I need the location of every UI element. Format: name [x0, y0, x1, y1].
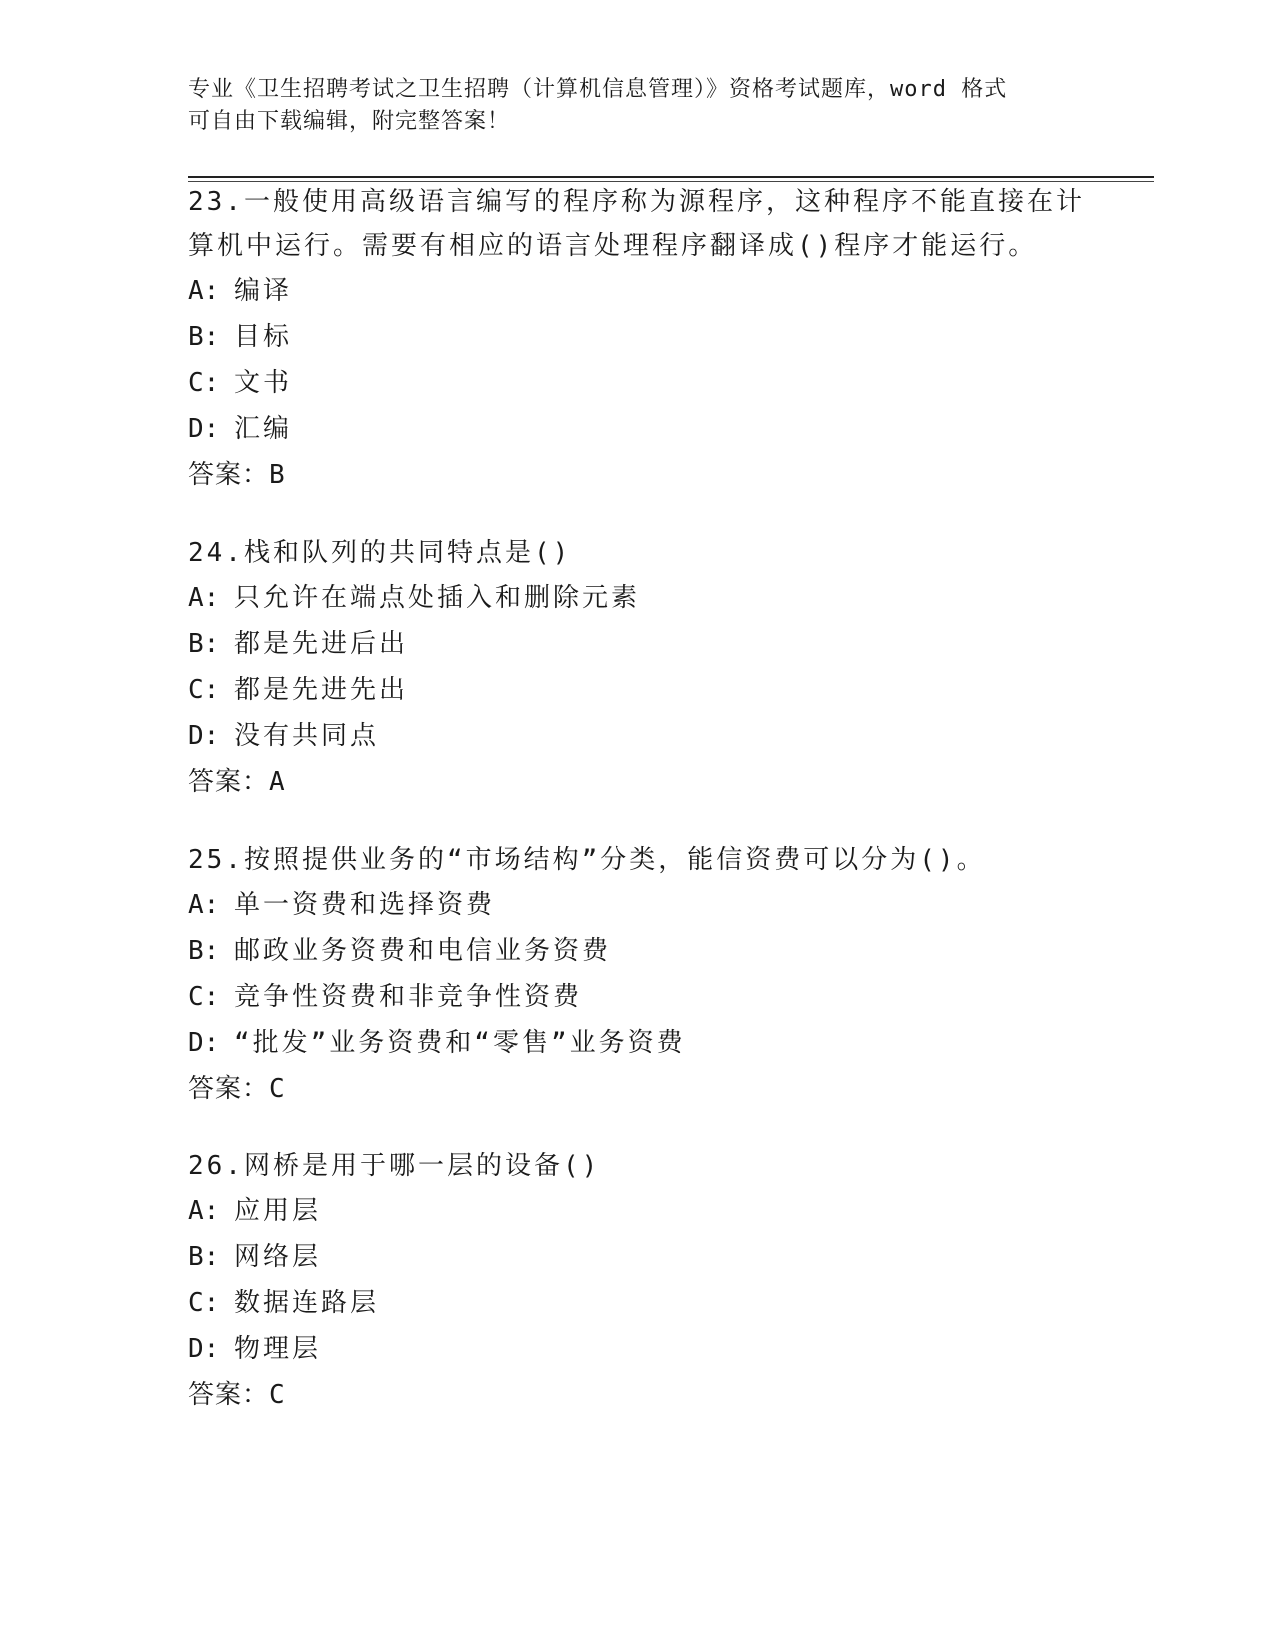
header-line-1: 专业《卫生招聘考试之卫生招聘（计算机信息管理）》资格考试题库，word 格式 — [188, 77, 1008, 102]
option-a — [188, 575, 1088, 621]
question-stem — [188, 531, 1088, 575]
option-letter: C: — [188, 1288, 220, 1318]
option-c — [188, 360, 1088, 406]
question-stem-line: 26.网桥是用于哪一层的设备() — [188, 1151, 601, 1181]
option-text: 目标 — [234, 322, 293, 352]
option-text: 网络层 — [234, 1242, 322, 1272]
option-text: 文书 — [234, 368, 293, 398]
option-a — [188, 1188, 1088, 1234]
option-letter: D: — [188, 1028, 220, 1058]
question-25 — [188, 838, 1088, 1112]
option-letter: D: — [188, 414, 220, 444]
header-line-2: 可自由下载编辑，附完整答案！ — [188, 109, 511, 134]
question-stem — [188, 1144, 1088, 1188]
answer-line — [188, 759, 1088, 805]
option-b — [188, 1234, 1088, 1280]
question-stem — [188, 180, 1088, 268]
option-letter: D: — [188, 721, 220, 751]
option-letter: B: — [188, 322, 220, 352]
option-text: 邮政业务资费和电信业务资费 — [234, 936, 612, 966]
answer-line — [188, 1066, 1088, 1112]
option-b — [188, 314, 1088, 360]
option-letter: C: — [188, 675, 220, 705]
option-text: 只允许在端点处插入和删除元素 — [234, 583, 641, 613]
option-letter: B: — [188, 1242, 220, 1272]
option-c — [188, 1280, 1088, 1326]
option-letter: D: — [188, 1334, 220, 1364]
option-letter: B: — [188, 936, 220, 966]
option-text: 数据连路层 — [234, 1288, 380, 1318]
option-text: 竞争性资费和非竞争性资费 — [234, 982, 583, 1012]
question-stem-line: 23.一般使用高级语言编写的程序称为源程序，这种程序不能直接在计 — [188, 187, 1085, 217]
option-text: 物理层 — [234, 1334, 322, 1364]
option-letter: A: — [188, 1196, 220, 1226]
question-stem-line: 24.栈和队列的共同特点是() — [188, 538, 572, 568]
option-d — [188, 1326, 1088, 1372]
answer-value: C — [269, 1074, 286, 1104]
option-d — [188, 713, 1088, 759]
option-text: 都是先进先出 — [234, 675, 409, 705]
question-stem-line: 算机中运行。需要有相应的语言处理程序翻译成()程序才能运行。 — [188, 231, 1038, 261]
option-letter: A: — [188, 890, 220, 920]
question-26 — [188, 1144, 1088, 1418]
answer-label: 答案： — [188, 767, 270, 797]
option-a — [188, 882, 1088, 928]
option-text: 汇编 — [234, 414, 293, 444]
header-divider-thick — [188, 176, 1154, 178]
option-letter: A: — [188, 276, 220, 306]
option-b — [188, 928, 1088, 974]
option-text: 应用层 — [234, 1196, 322, 1226]
option-text: 单一资费和选择资费 — [234, 890, 496, 920]
option-a — [188, 268, 1088, 314]
option-d — [188, 1020, 1088, 1066]
option-letter: B: — [188, 629, 220, 659]
answer-value: A — [269, 767, 286, 797]
question-stem-line: 25.按照提供业务的“市场结构”分类，能信资费可以分为()。 — [188, 845, 986, 875]
option-letter: A: — [188, 583, 220, 613]
option-letter: C: — [188, 982, 220, 1012]
answer-line — [188, 1372, 1088, 1418]
answer-label: 答案： — [188, 1380, 270, 1410]
option-text: 编译 — [234, 276, 293, 306]
option-text: 都是先进后出 — [234, 629, 409, 659]
document-header — [188, 74, 1088, 138]
option-c — [188, 667, 1088, 713]
answer-label: 答案： — [188, 1074, 270, 1104]
answer-label: 答案： — [188, 460, 270, 490]
answer-value: C — [269, 1380, 286, 1410]
option-text: “批发”业务资费和“零售”业务资费 — [234, 1028, 686, 1058]
question-stem — [188, 838, 1088, 882]
option-c — [188, 974, 1088, 1020]
question-23 — [188, 180, 1088, 498]
option-d — [188, 406, 1088, 452]
option-letter: C: — [188, 368, 220, 398]
answer-value: B — [269, 460, 286, 490]
question-24 — [188, 531, 1088, 805]
option-b — [188, 621, 1088, 667]
answer-line — [188, 452, 1088, 498]
option-text: 没有共同点 — [234, 721, 380, 751]
